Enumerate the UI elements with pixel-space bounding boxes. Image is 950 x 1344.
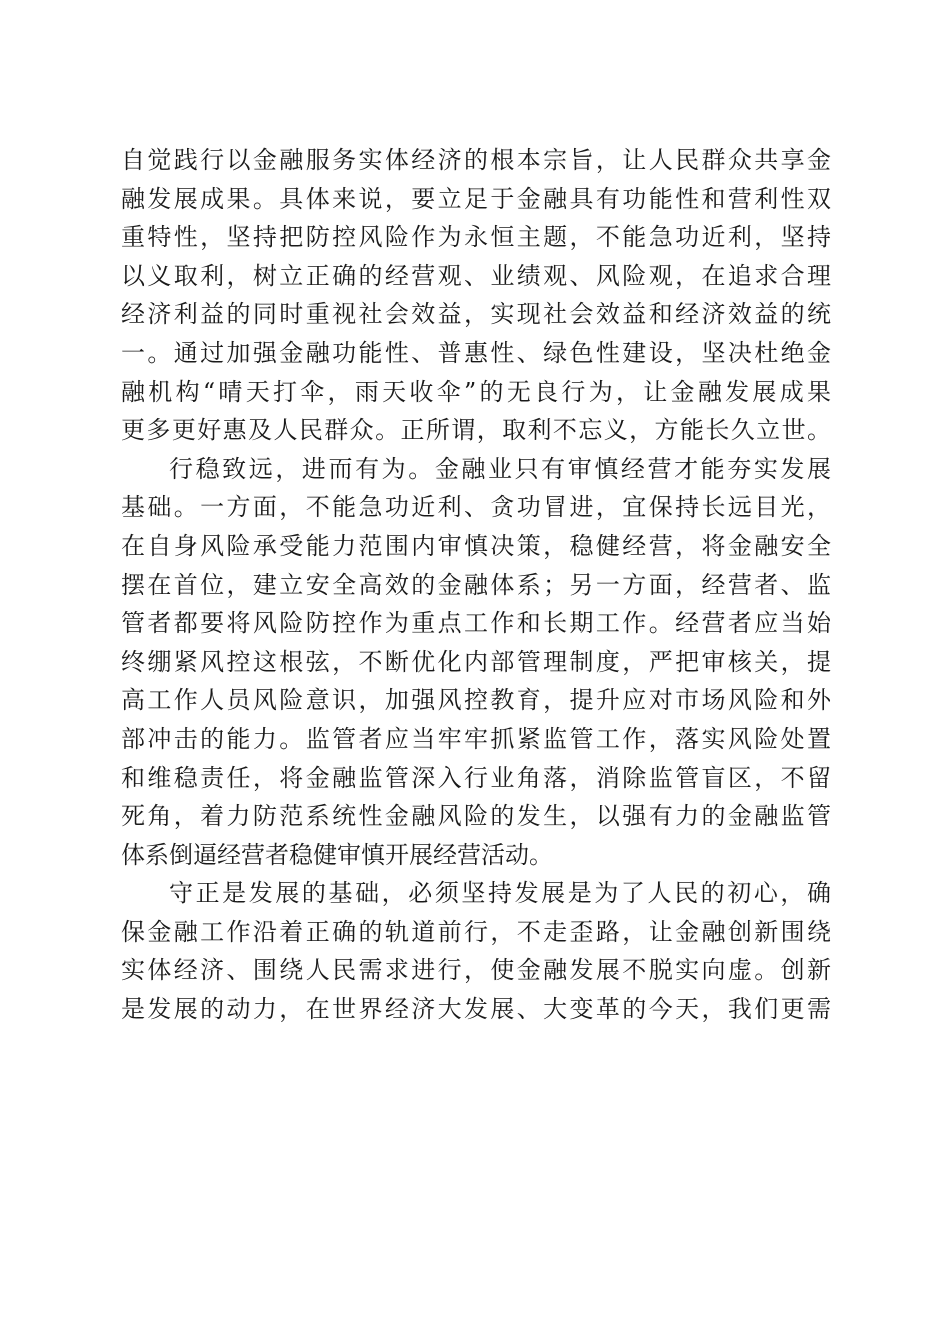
body-text — [121, 141, 831, 1029]
paragraph-2-line-2: 基础。一方面，不能急功近利、贪功冒进，宜保持长远目光， — [121, 493, 831, 522]
paragraph-1-line-1: 自觉践行以金融服务实体经济的根本宗旨，让人民群众共享金 — [121, 146, 831, 174]
paragraph-3-line-2: 保金融工作沿着正确的轨道前行，不走歪路，让金融创新围绕 — [121, 917, 831, 946]
paragraph-1-line-5: 经济利益的同时重视社会效益，实现社会效益和经济效益的统 — [121, 300, 831, 329]
paragraph-1-line-7: 融机构“晴天打伞，雨天收伞”的无良行为，让金融发展成果 — [121, 377, 831, 406]
paragraph-1-line-8: 更多更好惠及人民群众。正所谓，取利不忘义，方能长久立世。 — [121, 416, 831, 445]
paragraph-2-line-3: 在自身风险承受能力范围内审慎决策，稳健经营，将金融安全 — [121, 531, 831, 560]
paragraph-3-line-4: 是发展的动力，在世界经济大发展、大变革的今天，我们更需 — [121, 995, 831, 1024]
paragraph-2-line-6: 终绷紧风控这根弦，不断优化内部管理制度，严把审核关，提 — [121, 647, 831, 676]
paragraph-2-line-7: 高工作人员风险意识，加强风控教育，提升应对市场风险和外 — [121, 686, 831, 715]
paragraph-1-line-2: 融发展成果。具体来说，要立足于金融具有功能性和营利性双 — [121, 184, 831, 213]
paragraph-3-line-3: 实体经济、围绕人民需求进行，使金融发展不脱实向虚。创新 — [121, 956, 831, 985]
paragraph-2-line-4: 摆在首位，建立安全高效的金融体系；另一方面，经营者、监 — [121, 570, 831, 599]
paragraph-2-line-1: 行稳致远，进而有为。金融业只有审慎经营才能夯实发展 — [169, 454, 831, 483]
paragraph-2-line-8: 部冲击的能力。监管者应当牢牢抓紧监管工作，落实风险处置 — [121, 724, 831, 753]
paragraph-1-line-3: 重特性，坚持把防控风险作为永恒主题，不能急功近利，坚持 — [121, 223, 831, 252]
paragraph-2-line-10: 死角，着力防范系统性金融风险的发生，以强有力的金融监管 — [121, 802, 831, 831]
paragraph-2-line-9: 和维稳责任，将金融监管深入行业角落，消除监管盲区，不留 — [121, 763, 831, 792]
paragraph-3-line-1: 守正是发展的基础，必须坚持发展是为了人民的初心，确 — [169, 879, 831, 908]
paragraph-1-line-6: 一。通过加强金融功能性、普惠性、绿色性建设，坚决杜绝金 — [121, 338, 831, 367]
paragraph-2-line-5: 管者都要将风险防控作为重点工作和长期工作。经营者应当始 — [121, 609, 831, 638]
paragraph-2-line-11: 体系倒逼经营者稳健审慎开展经营活动。 — [121, 840, 553, 869]
paragraph-1-line-4: 以义取利，树立正确的经营观、业绩观、风险观，在追求合理 — [121, 261, 831, 290]
